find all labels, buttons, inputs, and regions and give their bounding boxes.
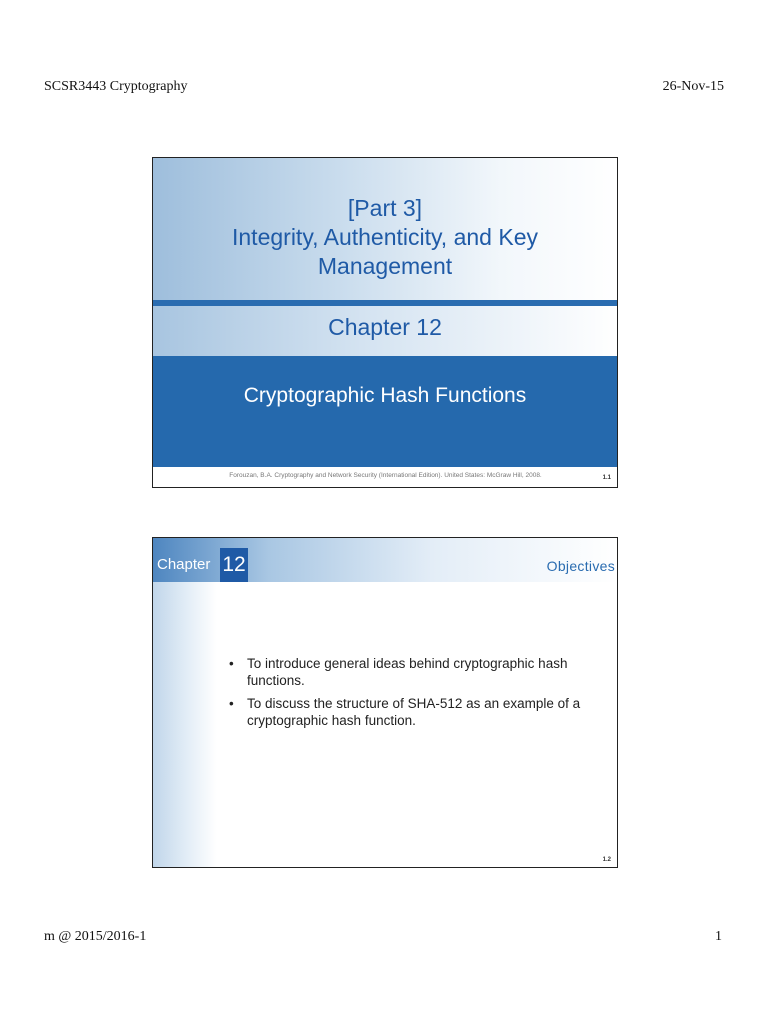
chapter-band [153,306,617,356]
part-label: [Part 3] [347,195,423,221]
slide-2 [152,537,618,868]
citation: Forouzan, B.A. Cryptography and Network Security (International Edition). United States: McGraw Hill, 2008. [229,472,542,479]
list-item [229,695,589,729]
part-title-line-2: Management [317,253,453,279]
objective-text: To discuss the structure of SHA-512 as an example of a cryptographic hash function. [247,696,581,728]
objective-text: To introduce general ideas behind cryptographic hash functions. [247,656,568,688]
slide-2-header [153,538,617,582]
list-item [229,655,589,689]
chapter-subtitle: Cryptographic Hash Functions [243,384,527,407]
slide-number: 1.1 [602,475,611,481]
page-header-date: 26-Nov-15 [662,79,724,94]
chapter-label: Chapter [157,556,211,573]
page-header-course: SCSR3443 Cryptography [44,79,188,94]
chapter-number: 12 [222,553,246,576]
page-footer-term: m @ 2015/2016-1 [44,929,147,944]
slide-1-footer [153,467,617,487]
slide-2-sidebar [153,582,217,867]
bullet-marker: • [229,696,234,711]
slide-1 [152,157,618,488]
slide-1-title-area [153,158,617,300]
slide-number: 1.2 [602,857,611,863]
slide-heading: Objectives [546,558,615,574]
bullet-marker: • [229,656,234,671]
subtitle-band [153,356,617,467]
chapter-number-box [220,548,248,582]
part-title-line-1: Integrity, Authenticity, and Key [232,224,538,250]
page-number: 1 [715,929,722,944]
chapter-title: Chapter 12 [328,314,442,340]
objectives-list [229,655,589,735]
